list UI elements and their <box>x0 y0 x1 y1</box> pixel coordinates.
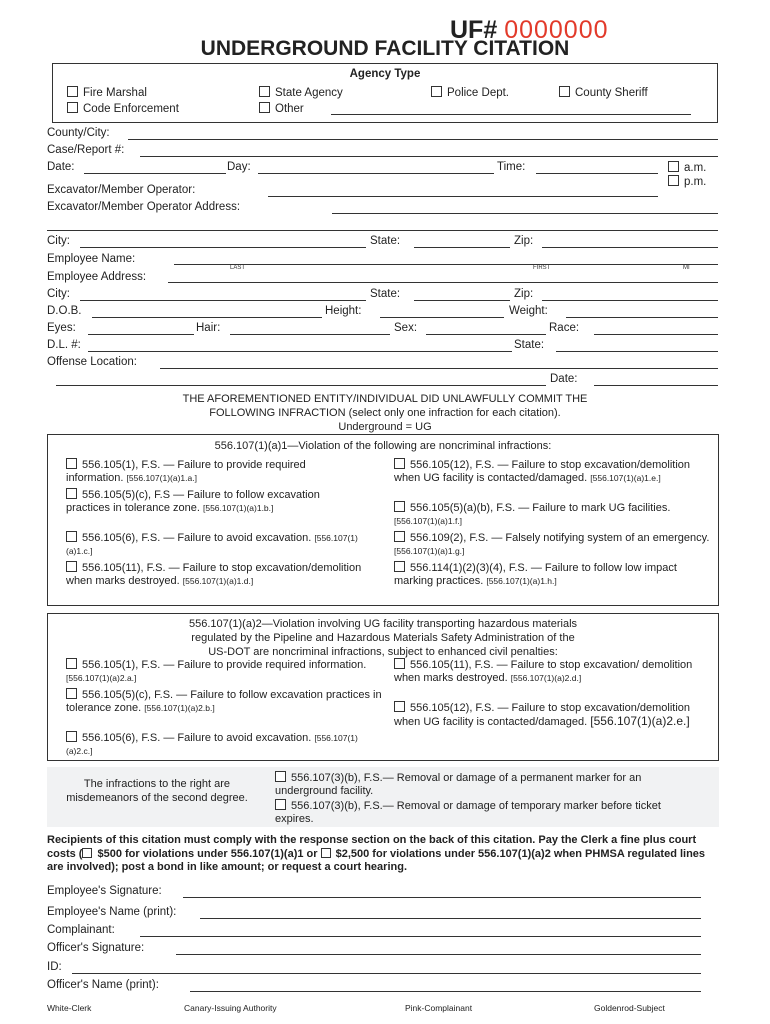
county-city-label: County/City: <box>47 127 110 139</box>
state-line[interactable] <box>414 247 510 248</box>
zip2-label: Zip: <box>514 288 534 300</box>
agency-other-line[interactable] <box>331 114 691 115</box>
case-report-line[interactable] <box>140 156 718 157</box>
infraction-2c[interactable]: 556.105(6), F.S. — Failure to avoid excavation. [556.107(1)(a)2.c.] <box>66 732 358 756</box>
section2-heading <box>48 617 718 659</box>
day-label: Day: <box>227 161 251 173</box>
section2-heading-1: 556.107(1)(a)2—Violation involving UG facility transporting hazardous materials <box>188 618 578 630</box>
infraction-1d[interactable]: 556.105(11), F.S. — Failure to stop excavation/demolition when marks destroyed. [556.107(1)(a)1.d.] <box>66 562 362 587</box>
city2-line[interactable] <box>80 300 366 301</box>
infraction-1b[interactable]: 556.105(5)(c), F.S — Failure to follow excavation practices in tolerance zone. [556.107(1)(a)1.b.] <box>66 489 320 514</box>
checkbox[interactable] <box>66 531 77 542</box>
checkbox[interactable] <box>66 688 77 699</box>
agency-police-dept[interactable]: Police Dept. <box>431 86 509 99</box>
checkbox[interactable] <box>668 175 679 186</box>
infraction-1e[interactable]: 556.105(12), F.S. — Failure to stop excavation/demolition when UG facility is contacted/damaged. [556.107(1)(a)1.e.] <box>394 459 691 484</box>
employee-signature-label: Employee's Signature: <box>47 885 162 897</box>
agency-code-enforcement[interactable]: Code Enforcement <box>67 102 179 115</box>
section1-heading: 556.107(1)(a)1—Violation of the following are noncriminal infractions: <box>214 440 552 452</box>
checkbox[interactable] <box>67 102 78 113</box>
first-hint: FIRST <box>533 265 551 271</box>
zip2-line[interactable] <box>542 300 718 301</box>
employee-address-label: Employee Address: <box>47 271 147 283</box>
agency-type-heading: Agency Type <box>349 68 421 80</box>
employee-name-label: Employee Name: <box>47 253 136 265</box>
officer-signature-line[interactable] <box>176 954 701 955</box>
last-hint: LAST <box>230 265 246 271</box>
excavator-address-line[interactable] <box>332 213 718 214</box>
uf-number: 0000000 <box>504 16 609 44</box>
excavator-label: Excavator/Member Operator: <box>47 184 196 196</box>
day-line[interactable] <box>258 173 494 174</box>
excavator-line[interactable] <box>268 196 658 197</box>
height-label: Height: <box>325 305 362 317</box>
checkbox[interactable] <box>394 658 405 669</box>
state2-label: State: <box>370 288 401 300</box>
offense-location-line[interactable] <box>160 368 718 369</box>
dl-label: D.L. #: <box>47 339 81 351</box>
misdemeanor-item-2[interactable]: 556.107(3)(b), F.S.— Removal or damage of temporary marker before ticket expires. <box>275 800 661 825</box>
misdemeanor-item-1[interactable]: 556.107(3)(b), F.S.— Removal or damage of a permanent marker for an underground facility. <box>275 772 642 797</box>
state3-line[interactable] <box>556 351 718 352</box>
city-label: City: <box>47 235 70 247</box>
officer-signature-label: Officer's Signature: <box>47 942 145 954</box>
race-line[interactable] <box>594 334 718 335</box>
infraction-1g[interactable]: 556.109(2), F.S. — Falsely notifying system of an emergency. [556.107(1)(a)1.g.] <box>394 532 710 556</box>
copy-canary: Canary-Issuing Authority <box>184 1003 277 1013</box>
checkbox[interactable] <box>394 458 405 469</box>
height-line[interactable] <box>380 317 504 318</box>
hair-label: Hair: <box>196 322 221 334</box>
statement-line-1: THE AFOREMENTIONED ENTITY/INDIVIDUAL DID UNLAWFULLY COMMIT THE <box>182 393 588 405</box>
time-line[interactable] <box>536 173 658 174</box>
checkbox[interactable] <box>67 86 78 97</box>
checkbox[interactable] <box>275 799 286 810</box>
case-report-label: Case/Report #: <box>47 144 125 156</box>
date2-label: Date: <box>550 373 578 385</box>
dl-line[interactable] <box>88 351 512 352</box>
zip-label: Zip: <box>514 235 534 247</box>
copy-goldenrod: Goldenrod-Subject <box>594 1003 665 1013</box>
statement <box>0 392 770 434</box>
checkbox[interactable] <box>259 102 270 113</box>
checkbox[interactable] <box>668 161 679 172</box>
agency-state-agency[interactable]: State Agency <box>259 86 343 99</box>
infraction-1c[interactable]: 556.105(6), F.S. — Failure to avoid excavation. [556.107(1)(a)1.c.] <box>66 532 358 556</box>
complainant-line[interactable] <box>140 936 701 937</box>
sex-label: Sex: <box>394 322 418 334</box>
checkbox[interactable] <box>394 531 405 542</box>
infraction-2e[interactable]: 556.105(12), F.S. — Failure to stop excavation/demolition when UG facility is contacted/damaged. [556.107(1)(a)2.e.] <box>394 702 691 728</box>
id-line[interactable] <box>72 973 701 974</box>
checkbox[interactable] <box>431 86 442 97</box>
city2-label: City: <box>47 288 70 300</box>
time-label: Time: <box>497 161 526 173</box>
section2-heading-2: regulated by the Pipeline and Hazardous Materials Safety Administration of the <box>191 632 575 644</box>
offense-location-line-2[interactable] <box>56 385 546 386</box>
state3-label: State: <box>514 339 545 351</box>
complainant-label: Complainant: <box>47 924 115 936</box>
checkbox[interactable] <box>66 658 77 669</box>
infraction-1f[interactable]: 556.105(5)(a)(b), F.S. — Failure to mark UG facilities. [556.107(1)(a)1.f.] <box>394 502 671 526</box>
agency-fire-marshal[interactable]: Fire Marshal <box>67 86 147 99</box>
county-city-line[interactable] <box>128 139 718 140</box>
employee-signature-line[interactable] <box>183 897 701 898</box>
officer-name-print-line[interactable] <box>190 991 701 992</box>
checkbox[interactable] <box>66 561 77 572</box>
employee-name-print-label: Employee's Name (print): <box>47 906 177 918</box>
eyes-line[interactable] <box>88 334 194 335</box>
checkbox[interactable] <box>394 701 405 712</box>
checkbox[interactable] <box>259 86 270 97</box>
mi-hint: MI <box>683 265 690 271</box>
checkbox[interactable] <box>394 561 405 572</box>
employee-address-line[interactable] <box>168 282 718 283</box>
agency-other[interactable]: Other <box>259 102 304 115</box>
id-label: ID: <box>47 961 62 973</box>
employee-name-line[interactable] <box>174 264 718 265</box>
zip-line[interactable] <box>542 247 718 248</box>
infraction-2d[interactable]: 556.105(11), F.S. — Failure to stop excavation/ demolition when marks destroyed. [556.107(1)(a)2.d.] <box>394 659 693 684</box>
dob-line[interactable] <box>92 317 322 318</box>
uf-label: UF# <box>450 16 498 44</box>
infraction-2a[interactable]: 556.105(1), F.S. — Failure to provide required information. [556.107(1)(a)2.a.] <box>66 659 367 683</box>
state-label: State: <box>370 235 401 247</box>
agency-county-sheriff[interactable]: County Sheriff <box>559 86 648 99</box>
hair-line[interactable] <box>230 334 390 335</box>
weight-line[interactable] <box>566 317 718 318</box>
am-option[interactable]: a.m. <box>668 161 706 174</box>
misdemeanor-note: The infractions to the right are misdemeanors of the second degree. <box>66 778 248 804</box>
checkbox[interactable] <box>321 848 331 858</box>
checkbox[interactable] <box>66 458 77 469</box>
checkbox[interactable] <box>394 501 405 512</box>
compliance-notice: Recipients of this citation must comply with the response section on the back of this citation. Pay the Clerk a fine plus court costs ( $500 for violations under 556.107(1)(a)1 or $2,500 for violations under 556.107(1)(a)2 when PHMSA regulated lines are involved); post a bond in like amount; or request a court hearing. <box>47 834 706 873</box>
page-title: UNDERGROUND FACILITY CITATION <box>200 37 570 60</box>
date-label: Date: <box>47 161 75 173</box>
checkbox[interactable] <box>82 848 92 858</box>
state2-line[interactable] <box>414 300 510 301</box>
city-line[interactable] <box>80 247 366 248</box>
checkbox[interactable] <box>66 488 77 499</box>
employee-name-print-line[interactable] <box>200 918 701 919</box>
copy-white: White-Clerk <box>47 1003 92 1013</box>
sex-line[interactable] <box>426 334 546 335</box>
checkbox[interactable] <box>66 731 77 742</box>
excavator-address-label: Excavator/Member Operator Address: <box>47 201 241 213</box>
section2-heading-3: US-DOT are noncriminal infractions, subject to enhanced civil penalties: <box>208 646 558 658</box>
checkbox[interactable] <box>559 86 570 97</box>
dob-label: D.O.B. <box>47 305 82 317</box>
date-line[interactable] <box>84 173 226 174</box>
infraction-2b[interactable]: 556.105(5)(c), F.S. — Failure to follow excavation practices in tolerance zone. [556.107(1)(a)2.b.] <box>66 689 382 714</box>
statement-line-2: FOLLOWING INFRACTION (select only one infraction for each citation). <box>209 407 561 419</box>
agency-type-box <box>52 63 718 123</box>
statement-line-3: Underground = UG <box>338 421 432 433</box>
weight-label: Weight: <box>509 305 548 317</box>
misdemeanor-section <box>47 767 719 827</box>
eyes-label: Eyes: <box>47 322 76 334</box>
infraction-1h[interactable]: 556.114(1)(2)(3)(4), F.S. — Failure to follow low impact marking practices. [556.107(1)(a)1.h.] <box>394 562 677 587</box>
copy-pink: Pink-Complainant <box>405 1003 473 1013</box>
offense-location-label: Offense Location: <box>47 356 137 368</box>
race-label: Race: <box>549 322 580 334</box>
excavator-address-line-2[interactable] <box>47 230 718 231</box>
infraction-1a[interactable]: 556.105(1), F.S. — Failure to provide required information. [556.107(1)(a)1.a.] <box>66 459 306 484</box>
officer-name-print-label: Officer's Name (print): <box>47 979 159 991</box>
checkbox[interactable] <box>275 771 286 782</box>
date2-line[interactable] <box>594 385 718 386</box>
pm-option[interactable]: p.m. <box>668 175 706 188</box>
